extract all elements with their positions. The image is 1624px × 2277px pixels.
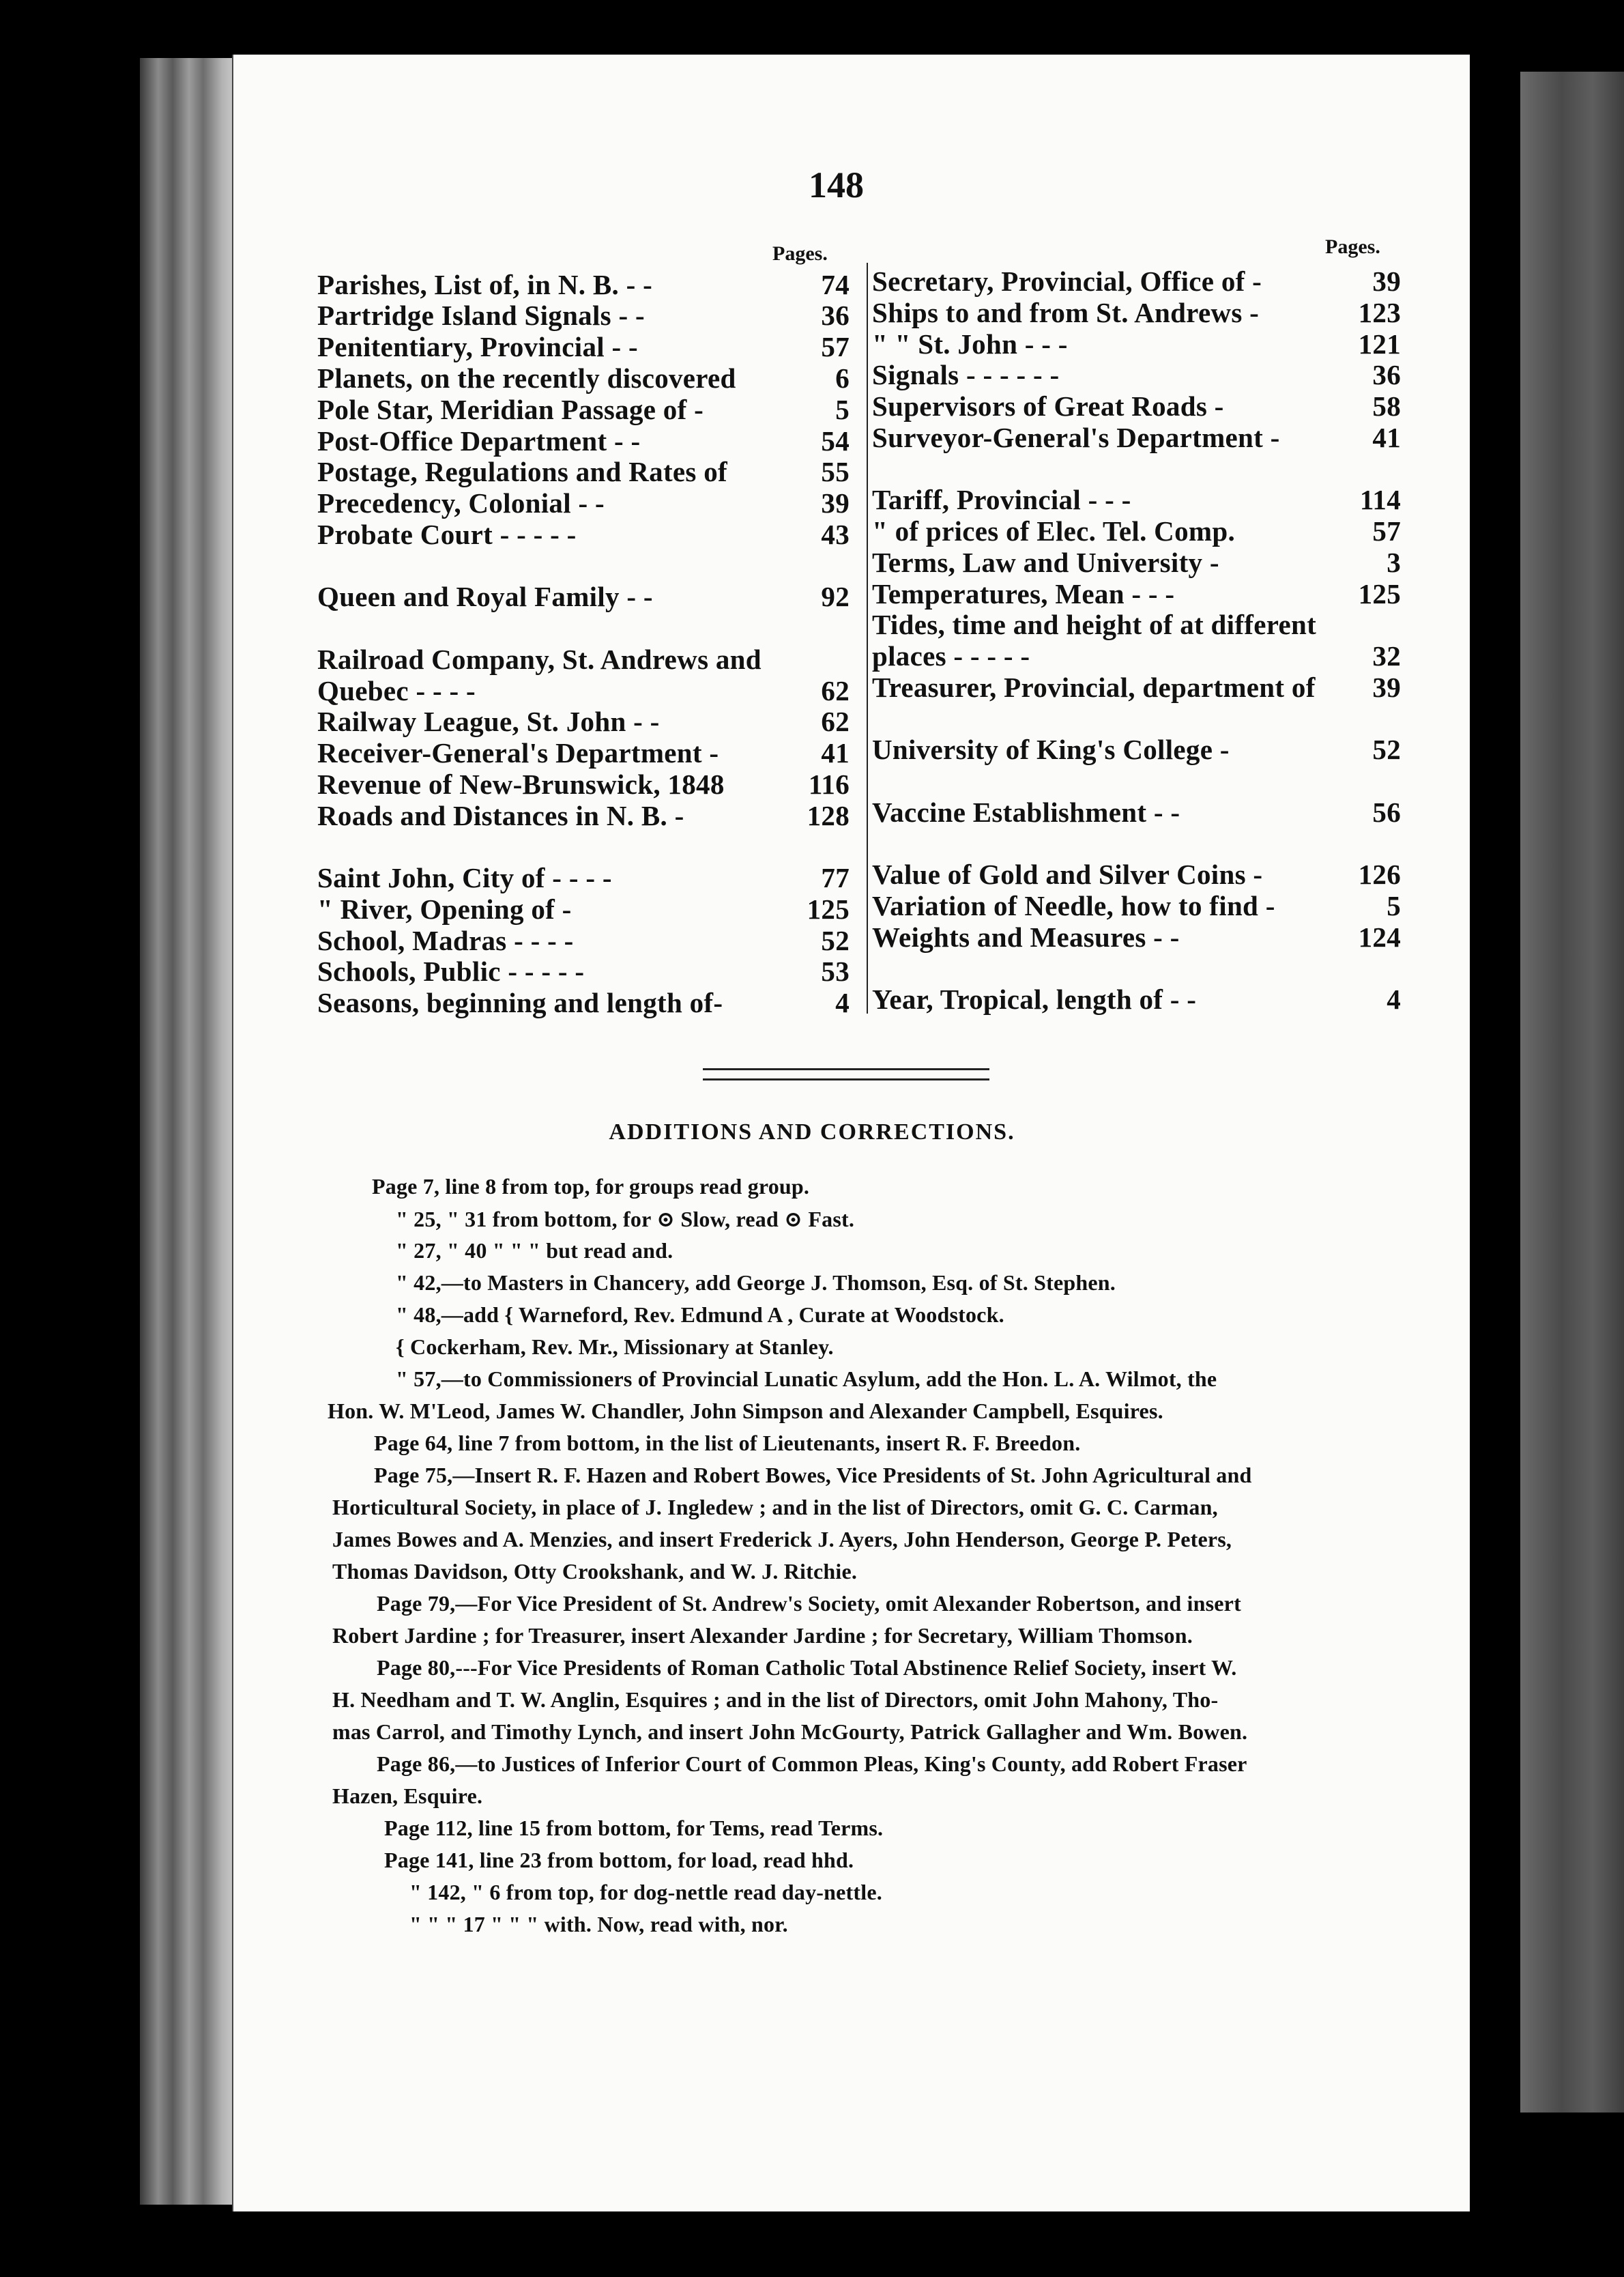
column-divider: [867, 263, 868, 1014]
correction-line: Horticultural Society, in place of J. Ingledew ; and in the list of Directors, omit G. C. Carman,: [332, 1495, 1218, 1519]
additions-heading: ADDITIONS AND CORRECTIONS.: [609, 1119, 1015, 1145]
index-entry: " " St. John - - - 121: [872, 328, 1401, 360]
correction-line: Page 141, line 23 from bottom, for load, read hhd.: [384, 1848, 854, 1872]
correction-line: Page 7, line 8 from top, for groups read group.: [372, 1174, 810, 1199]
page-number: 148: [809, 164, 864, 205]
correction-line: H. Needham and T. W. Anglin, Esquires ; and in the list of Directors, omit John Mahony, Tho-: [332, 1687, 1219, 1712]
index-entry: Revenue of New-Brunswick, 1848 116: [317, 769, 850, 800]
index-entry: Schools, Public - - - - - 53: [317, 956, 850, 987]
index-entry: Quebec - - - - 62: [317, 675, 850, 706]
correction-line: Thomas Davidson, Otty Crookshank, and W. J. Ritchie.: [332, 1559, 858, 1584]
index-entry: Tariff, Provincial - - - 114: [872, 484, 1401, 515]
index-entry: Planets, on the recently discovered 6: [317, 362, 850, 394]
index-entry: Parishes, List of, in N. B. - - 74: [317, 269, 850, 300]
index-entry: Surveyor-General's Department - 41: [872, 422, 1401, 453]
correction-line: Hazen, Esquire.: [332, 1784, 483, 1808]
index-entry: Seasons, beginning and length of- 4: [317, 987, 850, 1018]
index-entry: places - - - - - 32: [872, 640, 1401, 672]
index-entry: Saint John, City of - - - - 77: [317, 862, 850, 893]
correction-line: Page 79,—For Vice President of St. Andrew's Society, omit Alexander Robertson, and insert: [377, 1591, 1241, 1616]
index-entry: Variation of Needle, how to find - 5: [872, 890, 1401, 921]
index-entry: Pole Star, Meridian Passage of - 5: [317, 394, 850, 425]
correction-line: Page 80,---For Vice Presidents of Roman Catholic Total Abstinence Relief Society, insert W.: [377, 1655, 1237, 1680]
index-entry: Temperatures, Mean - - - 125: [872, 578, 1401, 610]
index-entry: Queen and Royal Family - - 92: [317, 581, 850, 612]
index-entry: Partridge Island Signals - - 36: [317, 300, 850, 331]
correction-line: { Cockerham, Rev. Mr., Missionary at Stanley.: [396, 1334, 834, 1359]
index-entry: Tides, time and height of at different: [872, 609, 1317, 640]
correction-line: Robert Jardine ; for Treasurer, insert Alexander Jardine ; for Secretary, William Thomson.: [332, 1623, 1193, 1648]
index-entry: Postage, Regulations and Rates of 55: [317, 456, 850, 487]
index-entry: " of prices of Elec. Tel. Comp. 57: [872, 515, 1401, 547]
index-entry: Post-Office Department - - 54: [317, 425, 850, 457]
index-entry: Vaccine Establishment - - 56: [872, 797, 1401, 828]
index-entry: Treasurer, Provincial, department of 39: [872, 672, 1401, 703]
index-entry: Receiver-General's Department - 41: [317, 737, 850, 769]
correction-line: " 25, " 31 from bottom, for ⊙ Slow, read ⊙ Fast.: [396, 1207, 855, 1231]
index-entry: School, Madras - - - - 52: [317, 925, 850, 956]
index-entry: Terms, Law and University - 3: [872, 547, 1401, 578]
index-entry: Railroad Company, St. Andrews and: [317, 644, 762, 675]
correction-line: " 142, " 6 from top, for dog-nettle read day-nettle.: [409, 1880, 882, 1904]
index-entry: Railway League, St. John - - 62: [317, 706, 850, 737]
index-entry: Ships to and from St. Andrews - 123: [872, 297, 1401, 328]
index-entry: Precedency, Colonial - - 39: [317, 487, 850, 519]
correction-line: Page 86,—to Justices of Inferior Court of Common Pleas, King's County, add Robert Fraser: [377, 1751, 1247, 1776]
index-entry: Secretary, Provincial, Office of - 39: [872, 266, 1401, 297]
index-entry: Weights and Measures - - 124: [872, 921, 1401, 953]
correction-line: " 48,—add { Warneford, Rev. Edmund A , Curate at Woodstock.: [396, 1302, 1004, 1327]
right-column-heading: Pages.: [1325, 235, 1380, 258]
section-divider: [703, 1068, 989, 1080]
correction-line: Page 64, line 7 from bottom, in the list of Lieutenants, insert R. F. Breedon.: [374, 1431, 1081, 1455]
index-entry: Signals - - - - - - 36: [872, 359, 1401, 390]
correction-line: " " " 17 " " " with. Now, read with, nor.: [409, 1912, 788, 1936]
correction-line: Page 75,—Insert R. F. Hazen and Robert Bowes, Vice Presidents of St. John Agricultural and: [374, 1463, 1252, 1487]
facing-page-edge: [1520, 72, 1624, 2113]
index-entry: University of King's College - 52: [872, 734, 1401, 765]
correction-line: Hon. W. M'Leod, James W. Chandler, John Simpson and Alexander Campbell, Esquires.: [328, 1399, 1163, 1423]
correction-line: Page 112, line 15 from bottom, for Tems, read Terms.: [384, 1816, 884, 1840]
index-entry: Penitentiary, Provincial - - 57: [317, 331, 850, 362]
index-entry: Roads and Distances in N. B. - 128: [317, 800, 850, 831]
index-entry: Year, Tropical, length of - - 4: [872, 984, 1401, 1015]
index-entry: " River, Opening of - 125: [317, 893, 850, 925]
correction-line: " 42,—to Masters in Chancery, add George J. Thomson, Esq. of St. Stephen.: [396, 1270, 1116, 1295]
index-entry: Supervisors of Great Roads - 58: [872, 390, 1401, 422]
index-entry: Probate Court - - - - - 43: [317, 519, 850, 550]
left-column-heading: Pages.: [772, 242, 828, 265]
correction-line: mas Carrol, and Timothy Lynch, and insert John McGourty, Patrick Gallagher and Wm. Bowen.: [332, 1719, 1248, 1744]
index-entry: Value of Gold and Silver Coins - 126: [872, 859, 1401, 890]
correction-line: " 57,—to Commissioners of Provincial Lunatic Asylum, add the Hon. L. A. Wilmot, the: [396, 1366, 1217, 1391]
correction-line: James Bowes and A. Menzies, and insert Frederick J. Ayers, John Henderson, George P. Peters,: [332, 1527, 1232, 1551]
correction-line: " 27, " 40 " " " but read and.: [396, 1238, 673, 1263]
